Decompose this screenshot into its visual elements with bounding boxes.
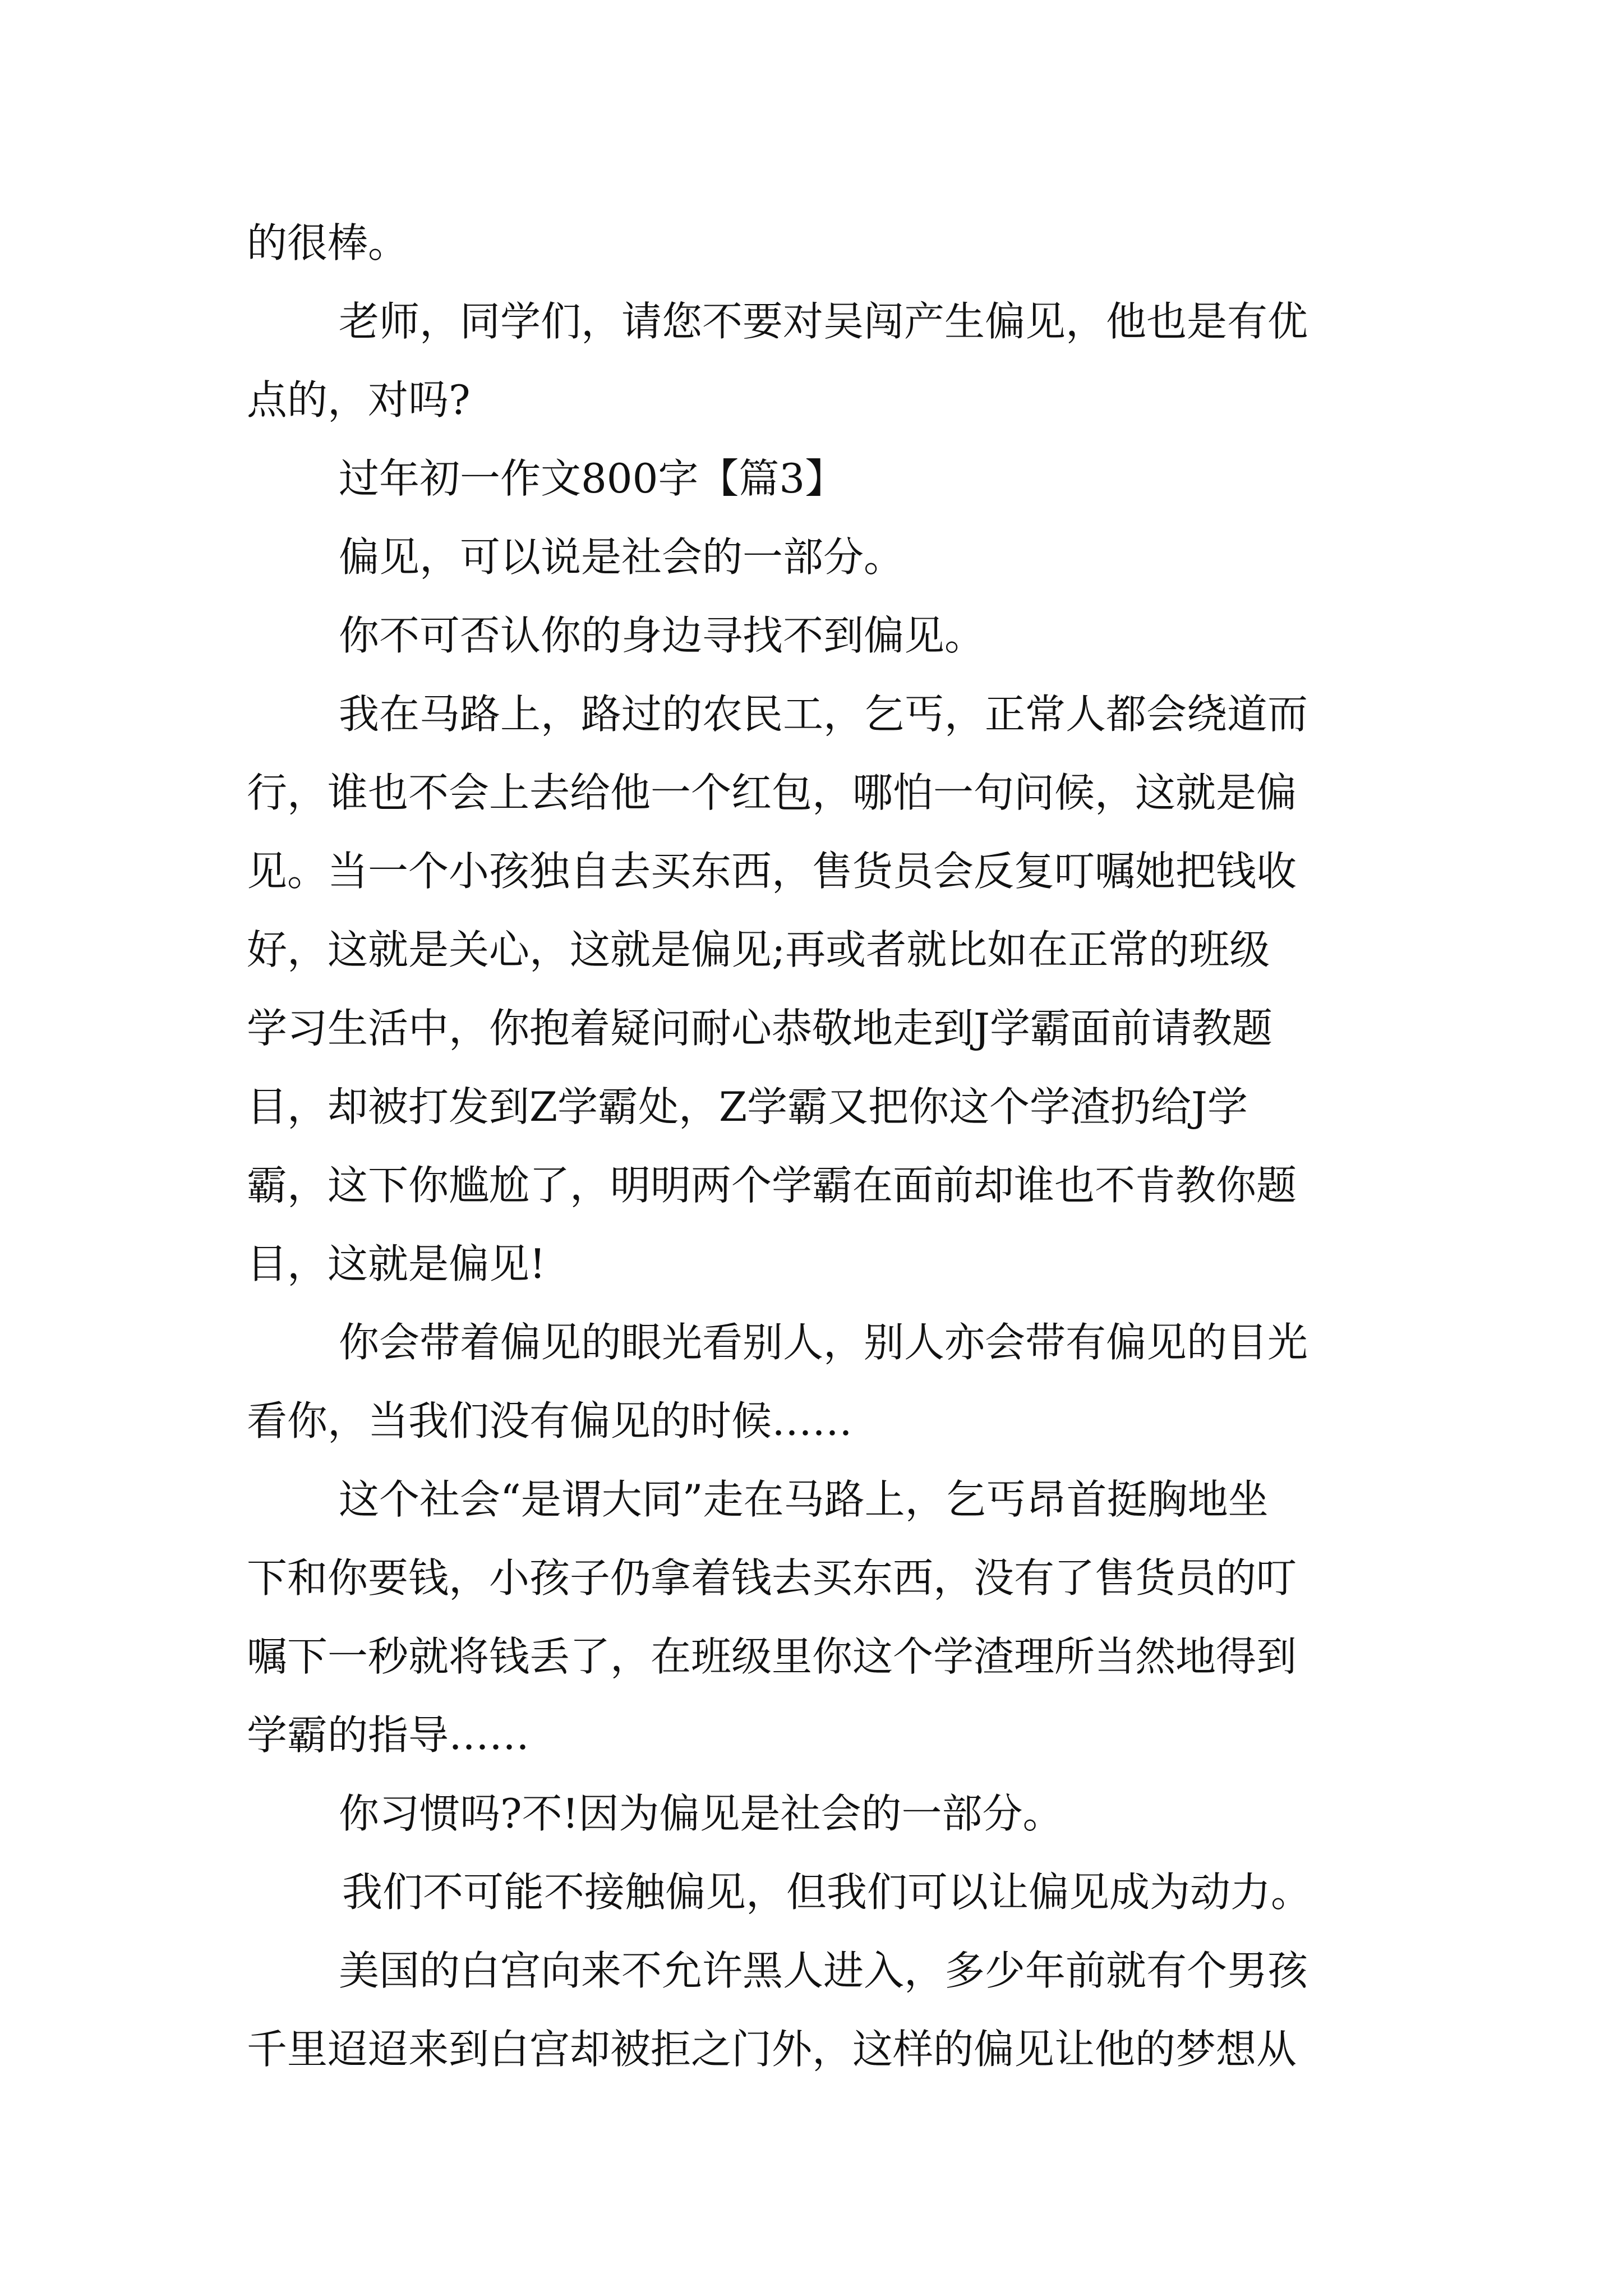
text-line: 你不可否认你的身边寻找不到偏见。 [339,612,985,659]
text-line: 千里迢迢来到白宫却被拒之门外，这样的偏见让他的梦想从 [247,2026,1297,2073]
text-line: 见。当一个小孩独自去买东西，售货员会反复叮嘱她把钱收 [247,848,1297,895]
text-line: 嘱下一秒就将钱丢了，在班级里你这个学渣理所当然地得到 [247,1633,1297,1680]
text-line: 下和你要钱，小孩子仍拿着钱去买东西，没有了售货员的叮 [247,1554,1297,1602]
text-line: 我在马路上，路过的农民工，乞丐，正常人都会绕道而 [339,691,1308,738]
text-line: 目，却被打发到Z学霸处，Z学霸又把你这个学渣扔给J学 [247,1083,1248,1130]
text-line: 点的，对吗? [247,376,471,424]
text-line: 学霸的指导…… [247,1711,530,1759]
text-line: 这个社会“是谓大同”走在马路上，乞丐昂首挺胸地坐 [339,1476,1269,1523]
text-line: 学习生活中，你抱着疑问耐心恭敬地走到J学霸面前请教题 [247,1005,1272,1052]
text-line: 目，这就是偏见! [247,1240,546,1287]
section-heading: 过年初一作文800字【篇3】 [339,455,846,502]
text-line: 偏见，可以说是社会的一部分。 [339,533,905,581]
text-line: 霸，这下你尴尬了，明明两个学霸在面前却谁也不肯教你题 [247,1162,1297,1209]
text-line: 好，这就是关心，这就是偏见;再或者就比如在正常的班级 [247,926,1270,973]
text-line: 我们不可能不接触偏见，但我们可以让偏见成为动力。 [342,1869,1312,1916]
text-line: 你习惯吗?不!因为偏见是社会的一部分。 [339,1790,1063,1837]
text-line: 行，谁也不会上去给他一个红包，哪怕一句问候，这就是偏 [247,769,1297,816]
text-line: 的很棒。 [247,219,409,266]
text-line: 美国的白宫向来不允许黑人进入，多少年前就有个男孩 [339,1947,1308,1994]
text-line: 老师，同学们，请您不要对吴闯产生偏见，他也是有优 [339,298,1308,345]
text-line: 你会带着偏见的眼光看别人，别人亦会带有偏见的目光 [339,1319,1308,1366]
text-line: 看你，当我们没有偏见的时候…… [247,1397,853,1444]
